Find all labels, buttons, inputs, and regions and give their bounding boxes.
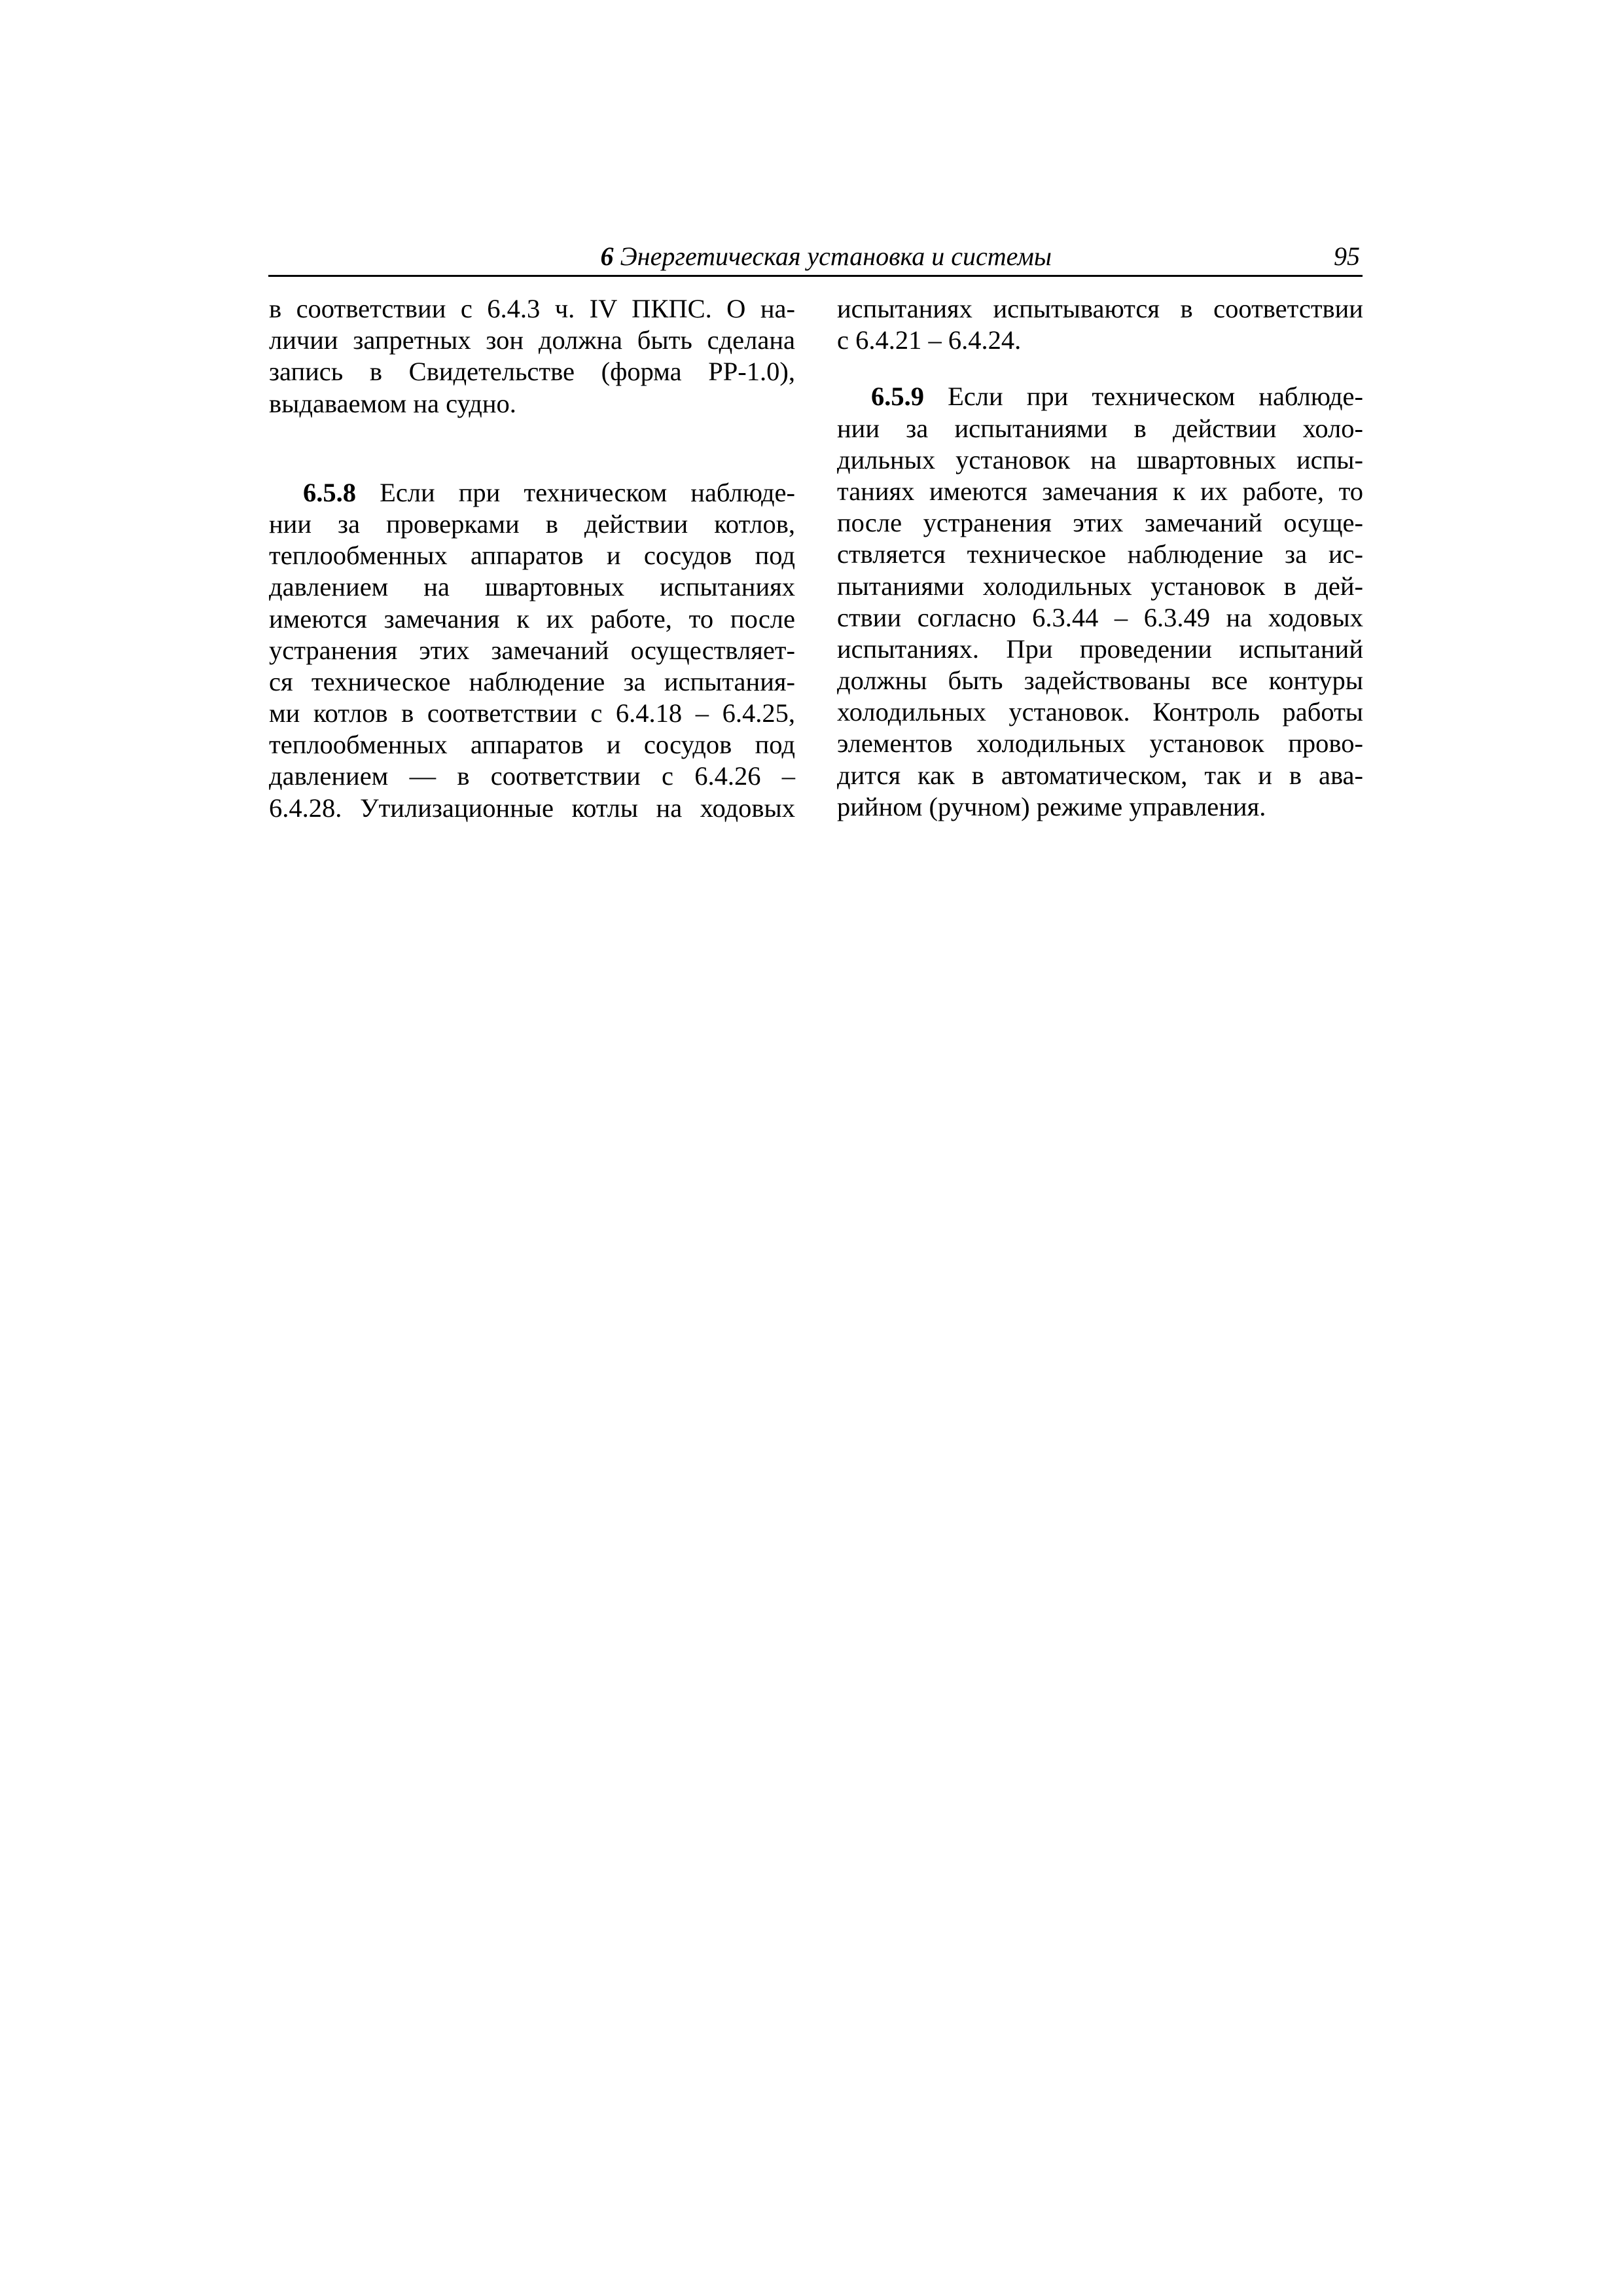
text-line: пытаниями холодильных установок в дей- — [837, 571, 1363, 601]
text-line: рийном (ручном) режиме управления. — [837, 791, 1266, 821]
text-line: давлением — в соответствии с 6.4.26 – — [269, 761, 795, 791]
text-line: таниях имеются замечания к их работе, то — [837, 476, 1363, 506]
text-line: дится как в автоматическом, так и в ава- — [837, 760, 1363, 790]
chapter-heading — [601, 242, 1052, 271]
text-line: теплообменных аппаратов и сосудов под — [269, 730, 795, 760]
chapter-title: Энергетическая установка и системы — [620, 242, 1052, 271]
clause-number: 6.5.8 — [303, 477, 356, 507]
text-line: нии за проверками в действии котлов, — [269, 509, 795, 539]
clause-number: 6.5.9 — [871, 382, 924, 412]
text-line: испытаниях испытываются в соответствии — [837, 294, 1363, 323]
running-header — [268, 237, 1363, 277]
text-line: холодильных установок. Контроль работы — [837, 697, 1363, 727]
right-column — [837, 293, 1363, 823]
clause-text: Если при техническом наблюде- — [380, 477, 796, 507]
text-line: давлением на швартовных испытаниях — [269, 572, 795, 602]
text-line: испытаниях. При проведении испытаний — [837, 634, 1363, 664]
page-number: 95 — [1334, 242, 1360, 271]
text-line: ми котлов в соответствии с 6.4.18 – 6.4.25, — [269, 698, 795, 728]
text-line: запись в Свидетельстве (форма РР-1.0), — [269, 357, 795, 387]
left-column — [269, 293, 795, 824]
clause-text: Если при техническом наблюде- — [948, 382, 1364, 412]
clause-6-5-9 — [837, 381, 1363, 823]
text-line: личии запретных зон должна быть сделана — [269, 325, 795, 355]
text-line: в соответствии с 6.4.3 ч. IV ПКПС. О на- — [269, 294, 795, 323]
text-line: имеются замечания к их работе, то после — [269, 603, 795, 634]
text-line: выдаваемом на судно. — [269, 388, 516, 418]
text-line: нии за испытаниями в действии холо- — [837, 413, 1363, 443]
continuation-paragraph — [269, 293, 795, 420]
clause-6-5-8 — [269, 477, 795, 824]
text-line: теплообменных аппаратов и сосудов под — [269, 541, 795, 571]
text-line: ствляется техническое наблюдение за ис- — [837, 539, 1363, 569]
text-line: с 6.4.21 – 6.4.24. — [837, 325, 1022, 355]
clause-first-line — [837, 381, 1363, 412]
chapter-number: 6 — [600, 242, 614, 271]
continuation-paragraph — [837, 293, 1363, 356]
text-line: ствии согласно 6.3.44 – 6.3.49 на ходовых — [837, 602, 1363, 632]
text-line: устранения этих замечаний осуществляет- — [269, 635, 795, 665]
text-line: после устранения этих замечаний осуще- — [837, 508, 1363, 538]
text-line: элементов холодильных установок прово- — [837, 728, 1363, 759]
clause-first-line — [269, 477, 795, 509]
text-line: дильных установок на швартовных испы- — [837, 444, 1363, 475]
text-line: 6.4.28. Утилизационные котлы на ходовых — [269, 793, 795, 823]
text-line: ся техническое наблюдение за испытания- — [269, 666, 795, 696]
text-line: должны быть задействованы все контуры — [837, 666, 1363, 696]
